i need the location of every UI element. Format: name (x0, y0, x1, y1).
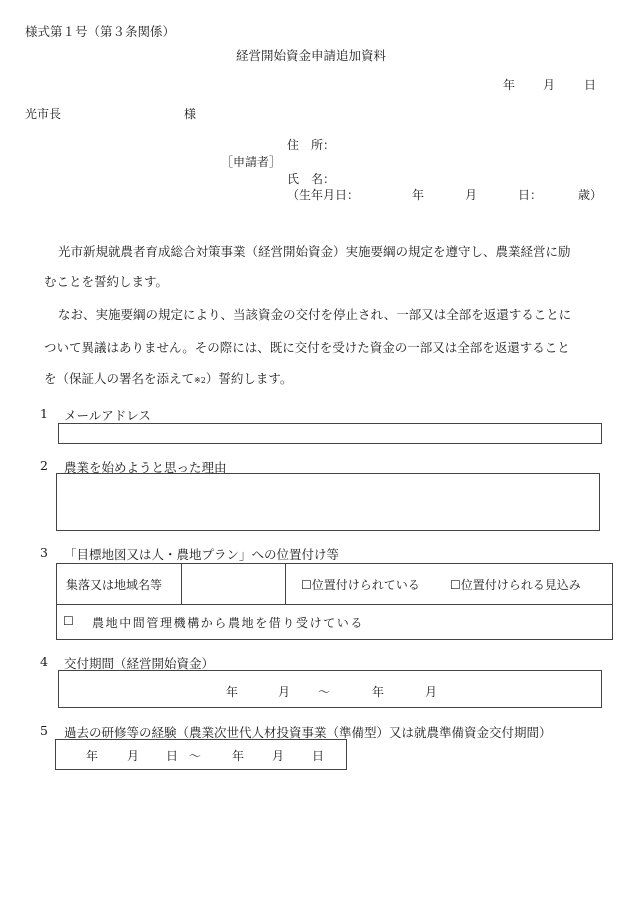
pledge-paragraph-2-line-1: なお、実施要綱の規定により、当該資金の交付を停止され、一部又は全部を返還することに (58, 307, 572, 322)
address-label: 住 所： (287, 138, 336, 152)
plan-table-row-divider (56, 604, 613, 605)
name-label: 氏 名： (287, 172, 336, 186)
addressee-name: 光市長 (25, 107, 62, 121)
reason-field[interactable] (56, 473, 600, 531)
training-start-month: 月 (127, 749, 140, 763)
period-end-year: 年 (372, 685, 385, 699)
option-positioned[interactable]: ☐位置付けられている (301, 578, 420, 592)
period-start-month: 月 (278, 685, 291, 699)
training-end-day: 日 (312, 749, 325, 763)
area-name-field[interactable] (186, 567, 280, 600)
applicant-label: ［申請者］ (221, 155, 282, 169)
email-field[interactable] (58, 423, 602, 444)
training-start-day: 日 (166, 749, 179, 763)
pledge-paragraph-2-line-2: ついて異議はありません。その際には、既に交付を受けた資金の一部又は全部を返還すること (44, 340, 570, 355)
form-number: 様式第１号（第３条関係） (25, 24, 176, 39)
section-4-label: 交付期間（経営開始資金） (64, 656, 215, 671)
birth-day-label: 日： (518, 188, 543, 202)
birth-year-label: 年 (412, 188, 425, 202)
pledge-paragraph-2-line-3 (44, 369, 614, 391)
section-5-label: 過去の研修等の経験（農業次世代人材投資事業（準備型）又は就農準備資金交付期間） (64, 725, 552, 740)
training-end-month: 月 (272, 749, 285, 763)
lease-checkbox[interactable]: ☐ (63, 614, 74, 628)
date-year-label: 年 (503, 78, 516, 92)
section-3-label: 「目標地図又は人・農地プラン」への位置付け等 (64, 547, 340, 562)
training-end-year: 年 (232, 749, 245, 763)
section-4-number: 4 (40, 654, 48, 669)
section-2-number: 2 (40, 458, 48, 473)
age-label: 歳） (578, 188, 603, 202)
section-5-number: 5 (40, 723, 48, 738)
section-1-number: 1 (40, 406, 48, 421)
footnote-marker: ※2 (194, 376, 206, 385)
lease-label: 農地中間管理機構から農地を借り受けている (92, 616, 365, 630)
training-tilde: ～ (189, 749, 202, 763)
date-day-label: 日 (584, 78, 597, 92)
area-name-label: 集落又は地域名等 (66, 578, 163, 592)
period-start-year: 年 (226, 685, 239, 699)
section-2-label: 農業を始めようと思った理由 (64, 460, 227, 475)
date-month-label: 月 (543, 78, 556, 92)
birth-month-label: 月 (465, 188, 478, 202)
option-expected[interactable]: ☐位置付けられる見込み (450, 578, 581, 592)
pledge-line-3-end: ）誓約します。 (205, 371, 293, 386)
pledge-paragraph-1-line-2: むことを誓約します。 (44, 274, 169, 289)
training-start-year: 年 (86, 749, 99, 763)
pledge-line-3-start: を（保証人の署名を添えて (44, 371, 195, 386)
document-title: 経営開始資金申請追加資料 (236, 48, 387, 63)
plan-table-divider-1 (181, 563, 182, 604)
section-3-number: 3 (40, 545, 48, 560)
period-end-month: 月 (425, 685, 438, 699)
birth-label: （生年月日： (287, 188, 360, 202)
addressee-honorific: 様 (184, 107, 197, 121)
period-tilde: ～ (318, 685, 331, 699)
plan-table-divider-2 (285, 563, 286, 604)
pledge-paragraph-1-line-1: 光市新規就農者育成総合対策事業（経営開始資金）実施要綱の規定を遵守し、農業経営に励 (58, 244, 571, 259)
section-1-label: メールアドレス (64, 408, 151, 423)
